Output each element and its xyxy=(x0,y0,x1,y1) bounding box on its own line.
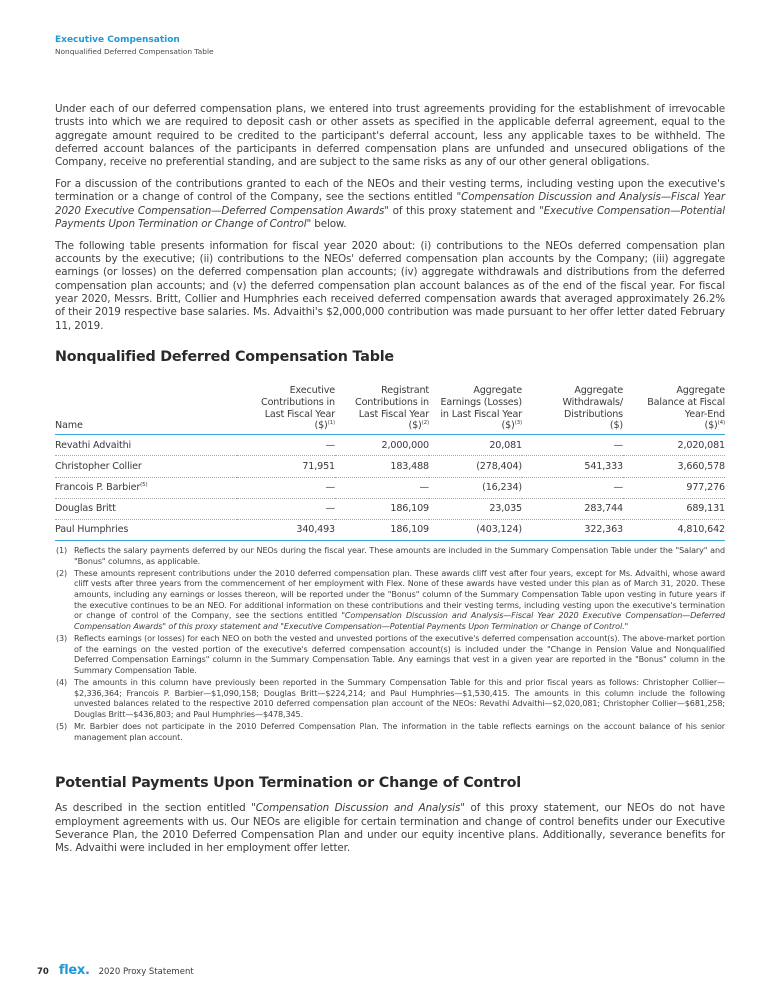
header-line: Registrant xyxy=(381,384,429,396)
name-text: Christopher Collier xyxy=(55,460,142,472)
cell-earnings: 20,081 xyxy=(429,435,522,456)
footnote-text: Reflects earnings (or losses) for each NEO on both the vested and unvested portions of the executive's deferred compensation account(s). The above-market portion of the earnings on the vested portion of the executive's deferred compensation account(s) is included under the "Change in Pension Value and Nonqualified Deferred Compensation Earnings" column in the Summary Compensation Table. Any earnings that vest in a given year are reported in the "Bonus" column in the Summary Compensation Table. xyxy=(74,634,725,676)
footnote-number: (5) xyxy=(56,722,68,732)
cell-exec: — xyxy=(237,435,335,456)
text-run: " of this proxy statement and " xyxy=(384,204,544,217)
footnote-1 xyxy=(55,546,725,567)
intro-paragraph-3: The following table presents information for fiscal year 2020 about: (i) contributions to the NEOs deferred compensation plan accounts by the executive; (ii) contributions to the NEOs' deferred compensation plan accounts by the Company; (iii) aggregate earnings (or losses) on the deferred compensation plan accounts; (iv) aggregate withdrawals and distributions from the deferred compensation plan accounts; and (v) the deferred compensation plan account balances as of the end of the fiscal year. For fiscal year 2020, Messrs. Britt, Collier and Humphries each received deferred compensation awards that averaged approximately 26.2% of their 2019 respective base salaries. Ms. Advaithi's $2,000,000 contribution was made pursuant to her offer letter dated February 11, 2019. xyxy=(55,239,725,332)
page-content xyxy=(55,103,725,864)
cell-registrant: 186,109 xyxy=(335,498,429,519)
column-header-aggregate-withdrawals xyxy=(522,385,623,435)
cell-exec: 340,493 xyxy=(237,519,335,540)
cell-name xyxy=(55,498,237,519)
header-line: Distributions xyxy=(563,408,623,420)
cell-name xyxy=(55,456,237,477)
column-header-aggregate-earnings xyxy=(429,385,522,435)
intro-paragraph-1: Under each of our deferred compensation plans, we entered into trust agreements providing for the establishment of irrevocable trusts into which we are required to deposit cash or other assets as specified in the applicable deferral agreement, equal to the aggregate amount required to be credited to the participant's deferral account, less any applicable taxes to be withheld. The deferred account balances of the participants in deferred compensation plans are unfunded and unsecured obligations of the Company, receive no preferential standing, and are subject to the same risks as any of our other general obligations. xyxy=(55,103,725,169)
section-label: Executive Compensation xyxy=(55,35,180,45)
footnote-text: The amounts in this column have previously been reported in the Summary Compensation Table for this and prior fiscal years as follows: Christopher Collier—$2,336,364; Francois P. Barbier—$1,090,158; Douglas Britt—$224,214; and Paul Humphries—$1,530,415. The amounts in this column include the following unvested balances related to the respective 2010 deferred compensation plan account of the NEOs: Revathi Advaithi—$2,020,081; Christopher Collier—$681,258; Douglas Britt—$436,803; and Paul Humphries—$478,345. xyxy=(74,678,725,720)
cell-balance: 4,810,642 xyxy=(623,519,725,540)
header-line: Aggregate xyxy=(574,384,623,396)
footnote-3 xyxy=(55,634,725,677)
column-header-executive-contributions xyxy=(237,385,335,435)
header-line: ($) xyxy=(408,420,422,432)
header-line: ($) xyxy=(609,420,623,432)
table-row xyxy=(55,456,725,477)
footnote-text: Reflects the salary payments deferred by our NEOs during the fiscal year. These amounts are included in the Summary Compensation Table under the "Salary" and "Bonus" columns, as applicable. xyxy=(74,546,725,566)
name-text: Revathi Advaithi xyxy=(55,439,132,451)
cell-registrant: 183,488 xyxy=(335,456,429,477)
footnote-5 xyxy=(55,722,725,743)
header-text: Name xyxy=(55,420,83,432)
footnote-4 xyxy=(55,678,725,721)
footnote-2 xyxy=(55,569,725,633)
cell-registrant: — xyxy=(335,477,429,498)
footnote-text xyxy=(74,569,725,633)
name-text: Paul Humphries xyxy=(55,524,129,536)
header-line: in Last Fiscal Year xyxy=(440,408,522,420)
deferred-compensation-table xyxy=(55,385,725,541)
cell-earnings: 23,035 xyxy=(429,498,522,519)
cell-balance: 689,131 xyxy=(623,498,725,519)
header-line: Earnings (Losses) xyxy=(440,396,522,408)
page-number: 70 xyxy=(37,967,49,977)
cell-registrant: 2,000,000 xyxy=(335,435,429,456)
header-line: Balance at Fiscal xyxy=(647,396,725,408)
cell-name xyxy=(55,519,237,540)
header-line: Withdrawals/ xyxy=(562,396,623,408)
column-header-aggregate-balance xyxy=(623,385,725,435)
table-row xyxy=(55,477,725,498)
header-line: Last Fiscal Year xyxy=(264,408,335,420)
table-header-row xyxy=(55,385,725,435)
cell-name xyxy=(55,477,237,498)
running-header xyxy=(55,35,214,57)
footnote-number: (4) xyxy=(56,678,68,688)
intro-paragraph-2 xyxy=(55,178,725,231)
cell-earnings: (278,404) xyxy=(429,456,522,477)
table-row xyxy=(55,498,725,519)
footnote-ref: (2) xyxy=(421,420,429,427)
column-header-registrant-contributions xyxy=(335,385,429,435)
cell-withdrawals: — xyxy=(522,435,623,456)
cell-name xyxy=(55,435,237,456)
cell-withdrawals: — xyxy=(522,477,623,498)
footnote-number: (3) xyxy=(56,634,68,644)
section-reference: Compensation Discussion and Analysis—Fiscal Year 2020 Executive Compensation—Deferred Compensation Awards xyxy=(55,191,725,217)
footnote-ref: (1) xyxy=(327,420,335,427)
text-run: These amounts represent contributions under the 2010 deferred compensation plan. These awards cliff vest after four years, except for Ms. Advaithi, whose award cliff vests after three years from the commencement of her employment with Flex. None of these awards have vested under this plan as of March 31, 2020. These amounts, including any earnings or losses thereon, will be reported under the "Bonus" column of the Summary Compensation Table upon vesting in future years if the executive continues to be an NEO. For additional information on these contributions and their vesting terms, including vesting upon the executive's termination or change of control of the Company, see the sections entitled xyxy=(74,568,725,621)
document-title: 2020 Proxy Statement xyxy=(98,967,194,977)
section-reference: Executive Compensation—Potential Payments Upon Termination or Change of Control xyxy=(55,204,725,230)
page-footer xyxy=(37,963,194,978)
table-row xyxy=(55,435,725,456)
text-run: For a discussion of the contributions granted to each of the NEOs and their vesting terms, including vesting upon the executive's termination or a change of control of the Company, see the sections entitled " xyxy=(55,178,725,204)
header-line: ($) xyxy=(501,420,515,432)
header-line: Last Fiscal Year xyxy=(358,408,429,420)
header-line: Aggregate xyxy=(473,384,522,396)
cell-earnings: (403,124) xyxy=(429,519,522,540)
flex-logo: flex. xyxy=(58,963,90,978)
cell-exec: 71,951 xyxy=(237,456,335,477)
header-line: Contributions in xyxy=(355,396,429,408)
cell-exec: — xyxy=(237,477,335,498)
potential-payments-paragraph xyxy=(55,802,725,855)
header-line: ($) xyxy=(704,420,718,432)
header-line: Year-End xyxy=(684,408,725,420)
cell-balance: 2,020,081 xyxy=(623,435,725,456)
table-row xyxy=(55,519,725,540)
footnote-ref: (4) xyxy=(717,420,725,427)
footnote-text: Mr. Barbier does not participate in the 2010 Deferred Compensation Plan. The information in the table reflects earnings on the account balance of his senior management plan account. xyxy=(74,722,725,742)
section-reference: "Compensation Discussion and Analysis—Fiscal Year 2020 Executive Compensation—Deferred Compensation Awards" of this proxy statement and "Executive Compensation—Potential Payments Upon Termination or Change of Control." xyxy=(74,611,726,632)
footnote-number: (2) xyxy=(56,568,68,578)
cell-exec: — xyxy=(237,498,335,519)
cell-registrant: 186,109 xyxy=(335,519,429,540)
footnote-number: (1) xyxy=(56,546,68,556)
name-text: Douglas Britt xyxy=(55,503,116,515)
footnotes xyxy=(55,546,725,743)
text-run: of this proxy statement, our NEOs do not have employment agreements with us. Our NEOs are eligible for certain termination and change of control benefits under our Executive Severance Plan, the 2010 Deferred Compensation Plan and under our equity incentive plans. Additionally, severance benefits for Ms. Advaithi were included in her employment offer letter. xyxy=(55,802,725,855)
name-text: Francois P. Barbier xyxy=(55,482,141,494)
cell-withdrawals: 283,744 xyxy=(522,498,623,519)
table-title: Nonqualified Deferred Compensation Table xyxy=(55,348,394,365)
header-line: Contributions in xyxy=(261,396,335,408)
cell-balance: 3,660,578 xyxy=(623,456,725,477)
column-header-name xyxy=(55,385,237,435)
text-run: " below. xyxy=(306,217,347,230)
header-line: ($) xyxy=(314,420,328,432)
cell-withdrawals: 541,333 xyxy=(522,456,623,477)
text-run: As described in the section entitled xyxy=(55,802,252,815)
footnote-ref: (5) xyxy=(140,481,148,488)
header-line: Aggregate xyxy=(676,384,725,396)
cell-balance: 977,276 xyxy=(623,477,725,498)
cell-withdrawals: 322,363 xyxy=(522,519,623,540)
subsection-label: Nonqualified Deferred Compensation Table xyxy=(55,47,214,56)
section-reference: "Compensation Discussion and Analysis" xyxy=(251,802,465,815)
section-title-potential-payments: Potential Payments Upon Termination or Change of Control xyxy=(55,775,521,792)
cell-earnings: (16,234) xyxy=(429,477,522,498)
footnote-ref: (3) xyxy=(514,420,522,427)
header-line: Executive xyxy=(289,384,335,396)
